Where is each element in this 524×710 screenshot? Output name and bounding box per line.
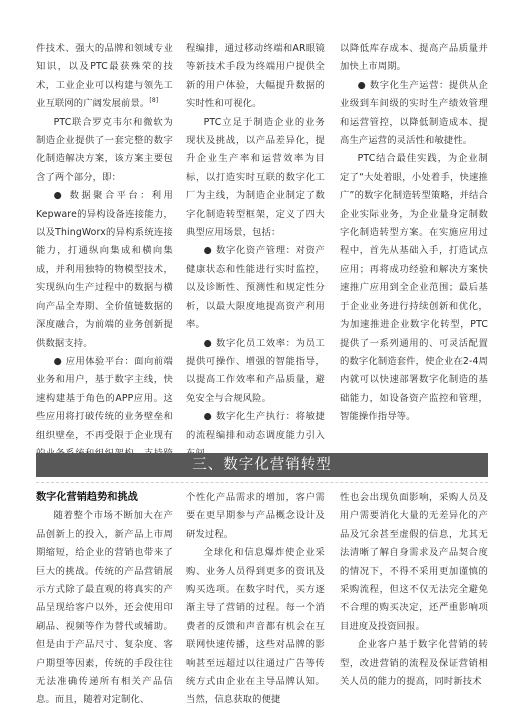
- paragraph: PTC结合最佳实践，为企业制定了“大处着眼，小处着手，快速推广”的数字化制造转型策略，并结合企业实际业务，为企业量身定制数字化制造转型方案。在实施应用过程中，首先从基础入手，打造试点应用；再将成功经验和解决方案快速推广应用到全企业范围；最后基于企业业务进行持续创新和优化，为加速推进企业数字化转型，PTC提供了一系列通用的、可灵活配置的数字化制造套件，使企业在2-4周内就可以快速部署数字化制造的基础能力，如设备资产监控和管理，智能操作指导等。: [340, 153, 488, 423]
- bottom-column-1: [36, 489, 173, 710]
- bottom-column-2: [186, 489, 325, 710]
- citation-ref: [8]: [149, 97, 159, 105]
- bullet-paragraph: ● 应用体验平台：面向前端业务和用户，基于数字主线，快速构建基于角色的APP应用。这些应用将打破传统的业务壁垒和组织壁垒，不再受限于企业现有: [36, 355, 173, 441]
- divider: [36, 482, 488, 483]
- paragraph: 企业客户基于数字化营销的转型，改进营销的流程及保证营销相关人员的能力的提高，同时新技术: [340, 639, 488, 688]
- paragraph: 随着整个市场不断加大在产品创新上的投入，新产品上市周期缩短，给企业的营销也带来了巨大的挑战。传统的产品营销展示方式除了最直观的将真实的产品呈现给客户以外，还会使用印刷品、视频等作为替代或辅助。但是由于产品尺寸、复杂度、客户期望等因素，传统的手段往往无法准确传递所有相关产品信息。而且，随着对定制化、: [36, 510, 173, 706]
- paragraph: [36, 40, 173, 114]
- paragraph-text: 件技术、强大的品牌和领域专业知识，以及PTC最获殊荣的技术，工业企业可以构建与领先工业互联网的广阔发展前景。: [36, 43, 173, 110]
- bullet-paragraph: ● 数字化生产运营：提供从企业级到车间级的实时生产绩效管理和运营管控，以降低制造成本、提高生产运营的灵活性和敏捷性。: [340, 79, 488, 147]
- paragraph: 全球化和信息爆炸使企业采购、业务人员得到更多的资讯及购买选项。在数字时代，买方逐渐主导了营销的过程。每一个消费者的反馈和声音都有机会在互联网快速传播，这些对品牌的影响甚至远超过以往通过广告等传统方式由企业在主导品牌认知。当然，信息获取的便捷: [186, 547, 325, 706]
- paragraph: 个性化产品需求的增加，客户需要在更早期参与产品概念设计及研发过程。: [186, 492, 325, 540]
- paragraph: PTC联合罗克韦尔和微软为制造企业提供了一套完整的数字化制造解决方案，该方案主要包含了两个部分，即：: [36, 116, 173, 183]
- paragraph: 性也会出现负面影响，采购人员及用户需要消化大量的无差异化的产品及冗余甚至虚假的信息，尤其无法清晰了解自身需求及产品契合度的情况下，不得不采用更加谨慎的采购流程，但这不仅无法完全避免不合理的购买决定，还严重影响项目进度及投资回报。: [340, 492, 488, 632]
- bullet-paragraph: ● 数字化资产管理：对资产健康状态和性能进行实时监控，以及诊断性、预测性和规定性分析，以最大限度地提高资产利用率。: [186, 245, 325, 331]
- bullet-paragraph: ● 数据聚合平台：利用Kepware的异构设备连接能力，以及ThingWorx的异构系统连接能力，打通纵向集成和横向集成，并利用独特的物模型技术，实现纵向生产过程中的数据与横向产品全寿期、全价值链数据的深度融合，为前端的业务创新提供数据支持。: [36, 190, 173, 349]
- top-column-2: [186, 40, 325, 463]
- top-column-1: [36, 40, 173, 482]
- paragraph: 以降低库存成本、提高产品质量并加快上市周期。: [340, 43, 488, 73]
- subsection-heading: 数字化营销趋势和挑战: [36, 492, 138, 503]
- bullet-paragraph: ● 数字化生产执行：将敏捷的流程编排和动态调度能力引入: [186, 411, 325, 441]
- bottom-column-3: [340, 489, 488, 691]
- paragraph: 程编排，通过移动终端和AR眼镜等新技术手段为终端用户提供全新的用户体验，大幅提升数据的实时性和可视化。: [186, 43, 325, 110]
- bullet-paragraph: ● 数字化员工效率：为员工提供可操作、增强的智能指导，以提高工作效率和产品质量，避免安全与合规风险。: [186, 337, 325, 404]
- top-column-3: [340, 40, 488, 427]
- section-title: 三、数字化营销转型: [36, 453, 488, 477]
- paragraph: PTC立足于制造企业的业务现状及挑战，以产品差异化，提升企业生产率和运营效率为目标，以打造实时互联的数字化工厂为主线，为制造企业制定了数字化制造转型框架，定义了四大典型应用场景，包括：: [186, 116, 325, 239]
